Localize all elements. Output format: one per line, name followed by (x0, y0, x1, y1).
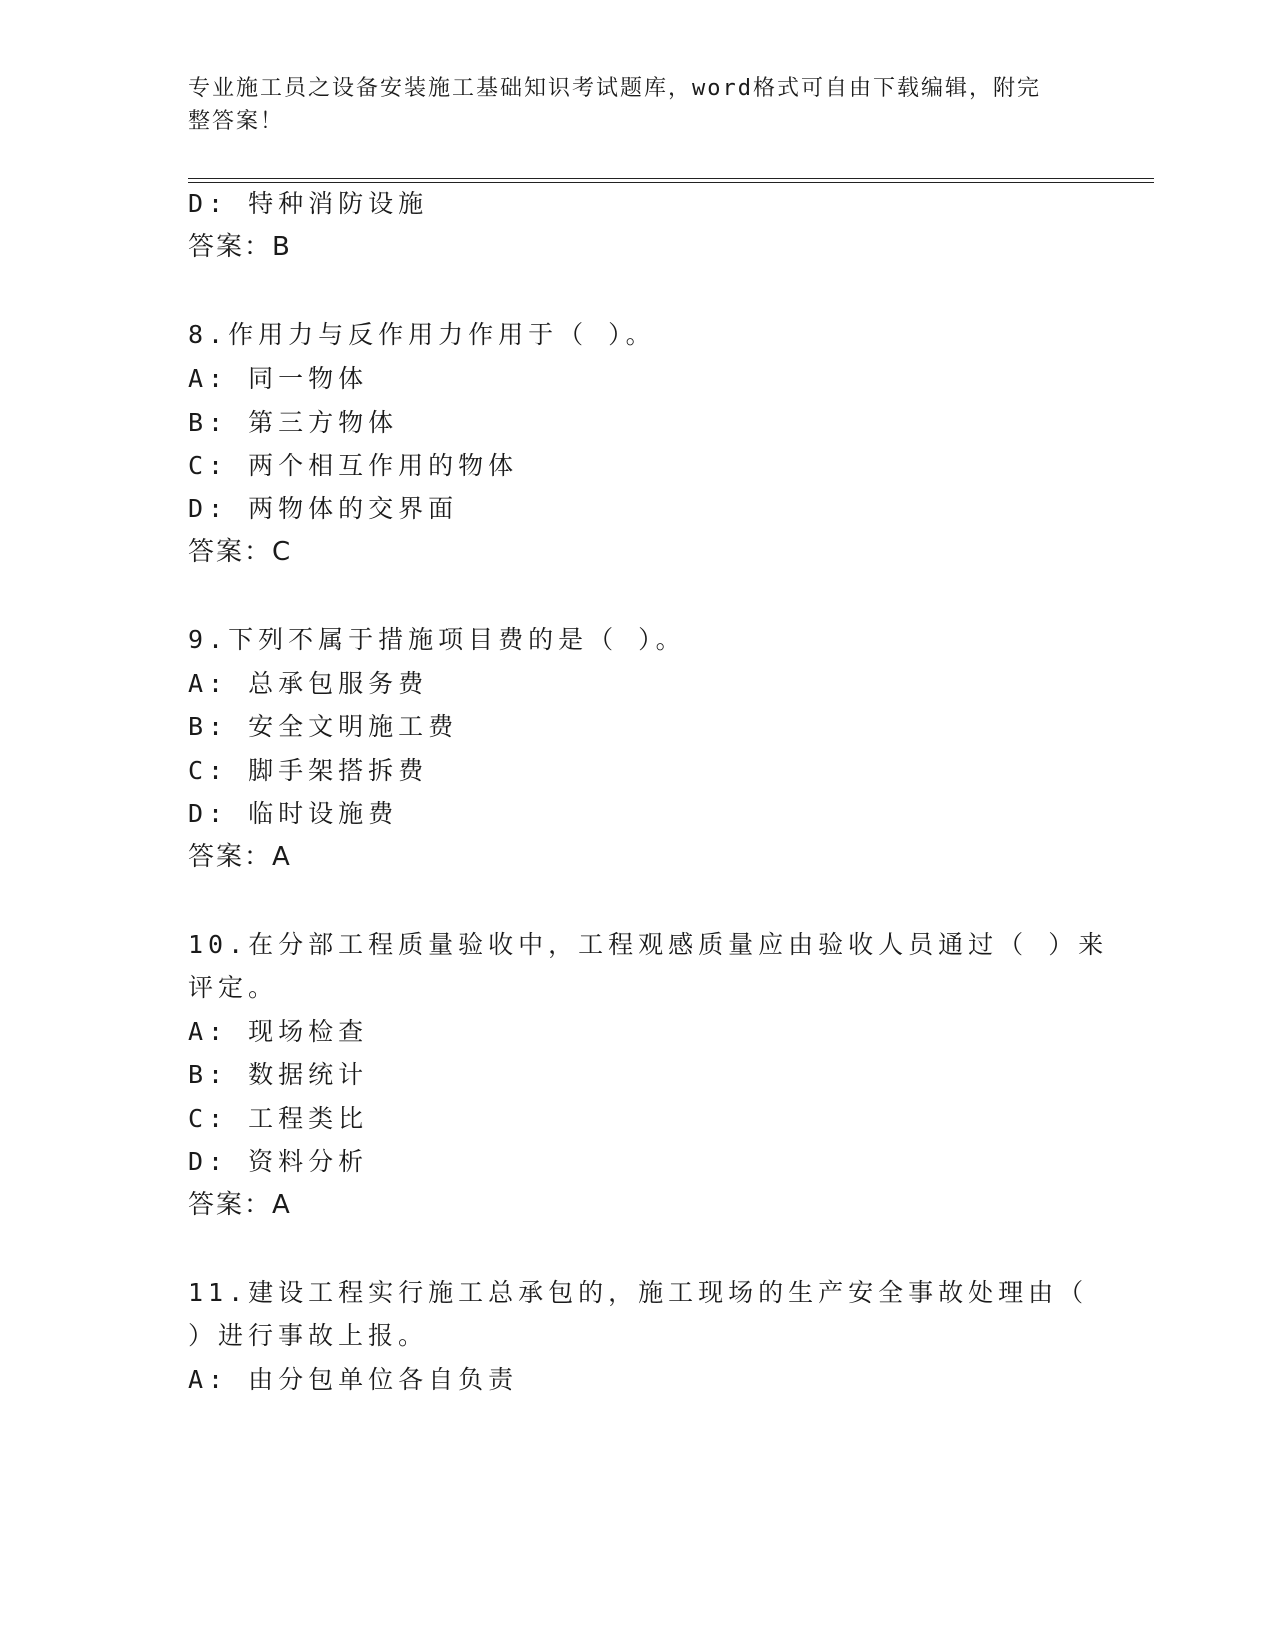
q9-stem: 9.下列不属于措施项目费的是（ ）。 (188, 625, 686, 654)
q11-option-a: A: 由分包单位各自负责 (188, 1365, 519, 1394)
q10-option-b: B: 数据统计 (188, 1060, 369, 1089)
q9-option-a: A: 总承包服务费 (188, 669, 429, 698)
q8-answer: 答案：C (188, 537, 293, 567)
q11-stem-line-1: 11.建设工程实行施工总承包的，施工现场的生产安全事故处理由（ (188, 1278, 1089, 1307)
prev-answer: 答案：B (188, 232, 292, 262)
prev-option-d: D: 特种消防设施 (188, 189, 429, 218)
q9-option-d: D: 临时设施费 (188, 799, 399, 828)
q9-option-c: C: 脚手架搭拆费 (188, 756, 429, 785)
q9-option-b: B: 安全文明施工费 (188, 712, 459, 741)
q10-option-d: D: 资料分析 (188, 1147, 369, 1176)
q8-stem: 8.作用力与反作用力作用于（ ）。 (188, 320, 656, 349)
q10-option-a: A: 现场检查 (188, 1017, 369, 1046)
q9-answer: 答案：A (188, 842, 292, 872)
q10-answer: 答案：A (188, 1190, 292, 1220)
q8-option-a: A: 同一物体 (188, 364, 369, 393)
q8-option-c: C: 两个相互作用的物体 (188, 451, 519, 480)
q8-option-d: D: 两物体的交界面 (188, 494, 459, 523)
q11-stem-line-2: ）进行事故上报。 (188, 1321, 429, 1350)
document-header (188, 72, 1068, 138)
header-divider-top (188, 178, 1154, 179)
q10-stem-line-1: 10.在分部工程质量验收中，工程观感质量应由验收人员通过（ ）来 (188, 930, 1109, 959)
header-divider-bottom (188, 182, 1154, 183)
header-line-1: 专业施工员之设备安装施工基础知识考试题库，word格式可自由下载编辑，附完 (188, 76, 1041, 101)
q10-option-c: C: 工程类比 (188, 1104, 369, 1133)
q8-option-b: B: 第三方物体 (188, 408, 399, 437)
q10-stem-line-2: 评定。 (188, 973, 279, 1002)
header-line-2: 整答案！ (188, 109, 285, 134)
